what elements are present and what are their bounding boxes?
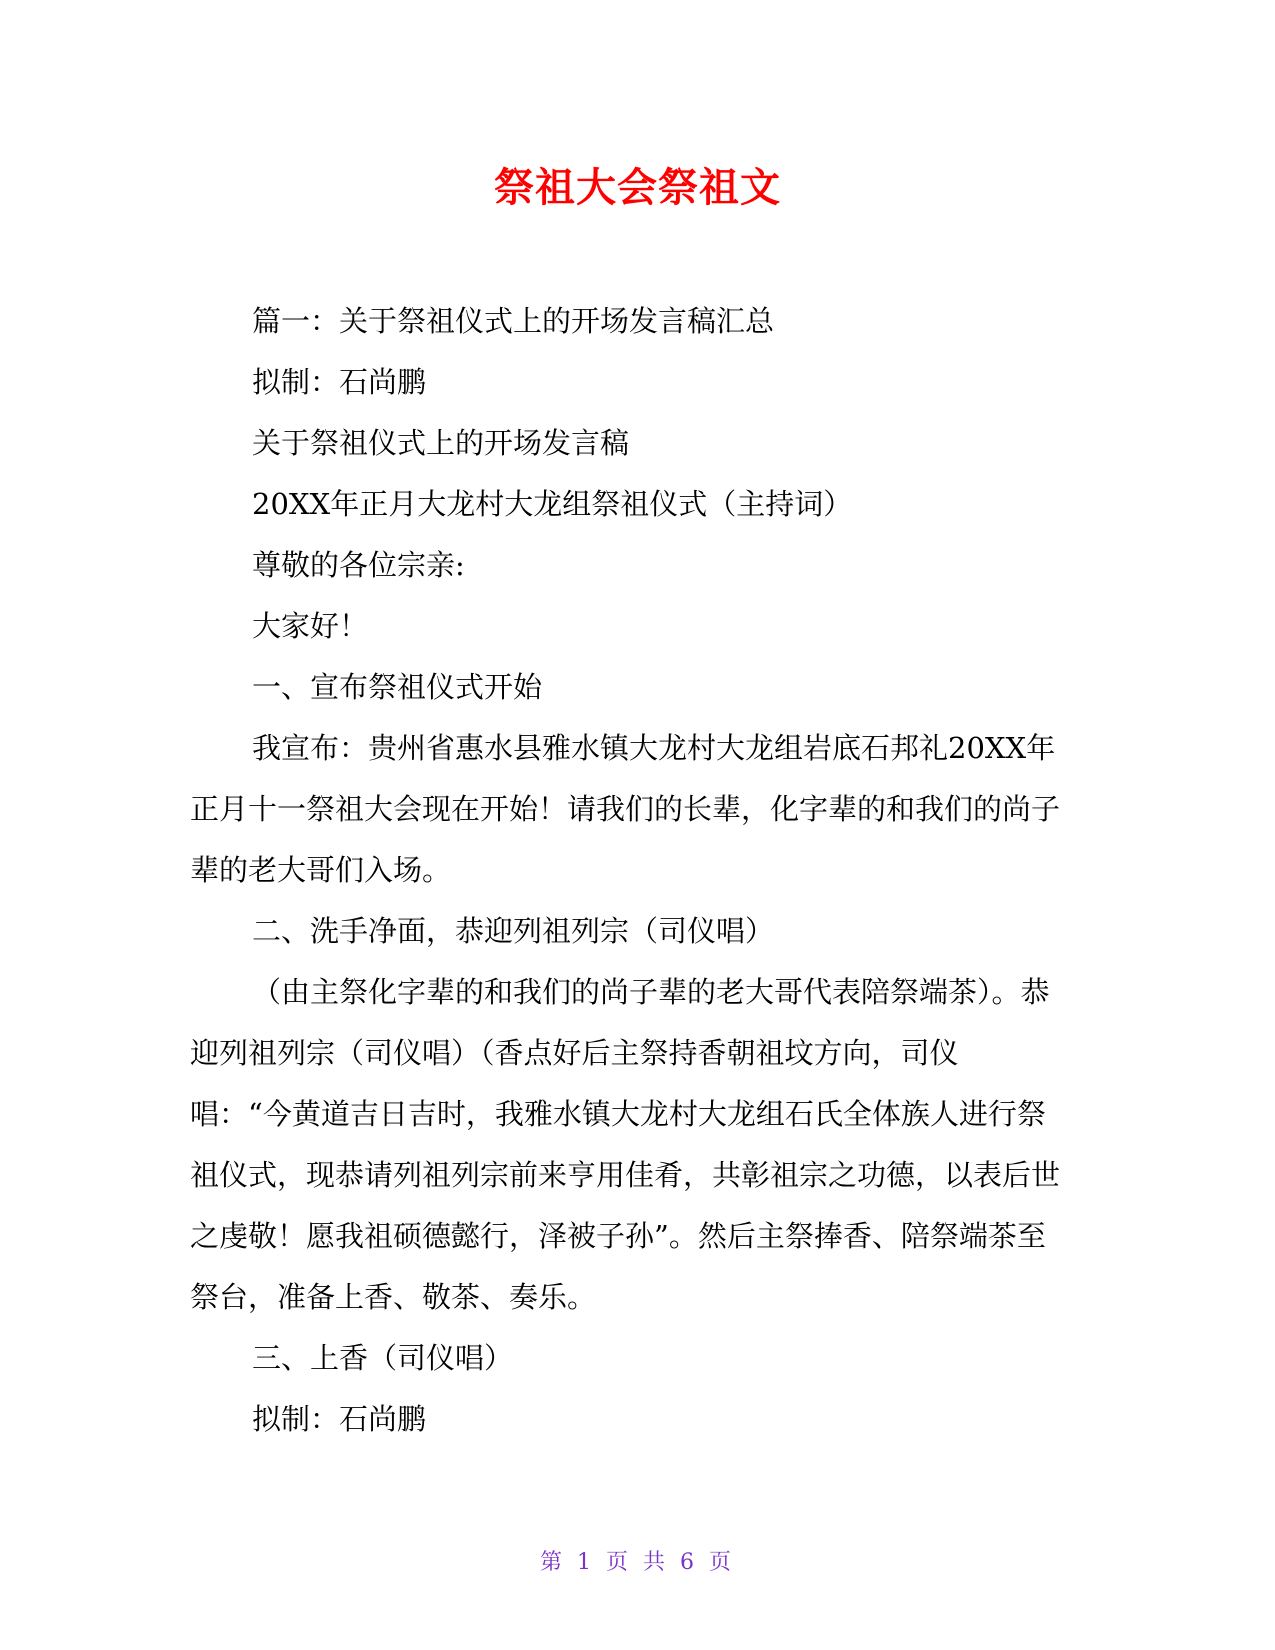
paragraph-section-heading: 篇一：关于祭祖仪式上的开场发言稿汇总 bbox=[252, 304, 775, 338]
paragraph-step-one: 一、宣布祭祖仪式开始 bbox=[252, 670, 543, 704]
document-body bbox=[190, 291, 1060, 1450]
paragraph-step-two: 二、洗手净面，恭迎列祖列宗（司仪唱） bbox=[252, 914, 775, 948]
paragraph-ceremony-title: 20XX年正月大龙村大龙组祭祖仪式（主持词） bbox=[252, 487, 853, 521]
paragraph-step-three: 三、上香（司仪唱） bbox=[252, 1341, 514, 1375]
paragraph-salutation: 尊敬的各位宗亲: bbox=[252, 548, 465, 582]
page-footer: 第 1 页 共 6 页 bbox=[540, 1550, 735, 1575]
paragraph-author-repeat: 拟制：石尚鹏 bbox=[252, 1402, 427, 1436]
document-title: 祭祖大会祭祖文 bbox=[494, 165, 781, 211]
paragraph-ceremony-details: （由主祭化字辈的和我们的尚子辈的老大哥代表陪祭端茶）。恭迎列祖列宗（司仪唱）（香点好后主祭持香朝祖坟方向，司仪唱：“今黄道吉日吉时，我雅水镇大龙村大龙组石氏全体族人进行祭祖仪式，现恭请列祖列宗前来亨用佳肴，共彰祖宗之功德，以表后世之虔敬！愿我祖硕德懿行，泽被子孙”。然后主祭捧香、陪祭端茶至祭台，准备上香、敬茶、奏乐。 bbox=[190, 975, 1061, 1314]
paragraph-author: 拟制：石尚鹏 bbox=[252, 365, 427, 399]
paragraph-greeting: 大家好！ bbox=[252, 609, 369, 643]
paragraph-subtitle: 关于祭祖仪式上的开场发言稿 bbox=[252, 426, 630, 460]
paragraph-announcement: 我宣布：贵州省惠水县雅水镇大龙村大龙组岩底石邦礼20XX年正月十一祭祖大会现在开始！请我们的长辈，化字辈的和我们的尚子辈的老大哥们入场。 bbox=[190, 731, 1061, 887]
